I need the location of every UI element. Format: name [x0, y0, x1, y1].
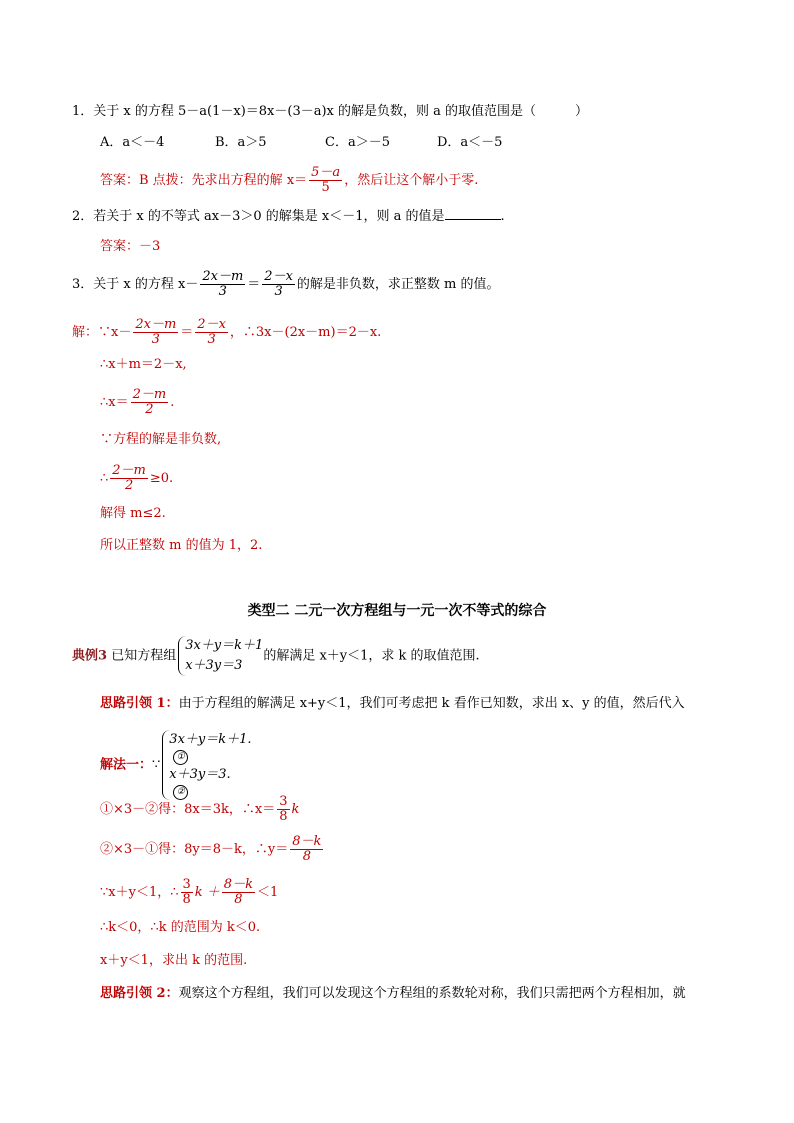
q1-answer-fraction: $\frac{5-a}{5}$	[311, 165, 341, 195]
q3-step-3: ∵方程的解是非负数,	[100, 432, 222, 447]
q1-option-c: C．a＞－5	[325, 135, 390, 150]
hint-2: 思路引领 2：观察这个方程组，我们可以发现这个方程组的系数轮对称，我们只需把两个方程相加，就	[100, 986, 686, 1001]
hint-1: 思路引领 1：由于方程组的解满足 x+y＜1，我们可考虑把 k 看作已知数，求出 x、y 的值，然后代入	[100, 696, 685, 711]
question-2-text: 2．若关于 x 的不等式 ax－3＞0 的解集是 x＜－1，则 a 的值是 .	[72, 209, 505, 224]
example-3: 典例3 已知方程组 3x＋y＝k＋1 x＋3y＝3 的解满足 x＋y＜1，求 k 的取值范围.	[72, 636, 480, 676]
method-1: 解法一：∵ 3x＋y＝k＋1. ① x＋3y＝3. ②	[100, 730, 252, 800]
method-step-2: ②×3－①得：8y＝8－k，∴y＝ $\frac{8-k}{8}$	[100, 834, 322, 864]
q1-answer	[100, 166, 478, 195]
answer-blank	[445, 207, 501, 220]
q2-answer: 答案：－3	[100, 239, 161, 254]
q3-step-4: ∴ $\frac{2-m}{2}$ ≥0.	[100, 463, 174, 493]
q3-step-6: 所以正整数 m 的值为 1，2.	[100, 538, 263, 553]
section-title: 类型二 二元一次方程组与一元一次不等式的综合	[247, 603, 547, 619]
example-label: 典例3	[72, 648, 108, 664]
method-step-4: ∴k＜0，∴k 的范围为 k＜0.	[100, 920, 261, 935]
method-step-5: x＋y＜1，求出 k 的范围.	[100, 953, 248, 968]
q1-answer-suffix: ，然后让这个解小于零.	[344, 173, 479, 188]
method-step-1: ①×3－②得：8x＝3k，∴x＝ $\frac{3}{8}$ k	[100, 794, 300, 824]
question-3-text: 3．关于 x 的方程 x－ $\frac{2x-m}{3}$ ＝ $\frac{2-x}{3}$ 的解是非负数，求正整数 m 的值。	[72, 269, 500, 299]
q1-option-a: A．a＜－4	[100, 135, 165, 150]
q3-step-5: 解得 m≤2.	[100, 506, 166, 521]
circle-2-marker: ②	[173, 785, 188, 800]
method-step-3: ∵x＋y＜1，∴ $\frac{3}{8}$ k ＋ $\frac{8-k}{8}$ ＜1	[100, 877, 279, 907]
q1-option-d: D．a＜－5	[437, 135, 503, 150]
q3-step-1: ∴x＋m＝2－x,	[100, 357, 187, 372]
question-1-text: 1．关于 x 的方程 5－a(1－x)＝8x－(3－a)x 的解是负数，则 a 的取值范围是（ ）	[72, 104, 589, 119]
q1-option-b: B．a＞5	[215, 135, 267, 150]
method-equation-system: 3x＋y＝k＋1. ① x＋3y＝3. ②	[162, 730, 251, 800]
q1-answer-prefix: 答案：B 点拨：先求出方程的解 x＝	[100, 173, 308, 188]
circle-1-marker: ①	[173, 750, 188, 765]
equation-system: 3x＋y＝k＋1 x＋3y＝3	[178, 636, 263, 676]
q3-step-2: ∴x＝ $\frac{2-m}{2}$ .	[100, 387, 175, 417]
q3-solution-line: 解：∵x－ $\frac{2x-m}{3}$ ＝ $\frac{2-x}{3}$ ，∴3x－(2x－m)＝2－x.	[72, 317, 382, 347]
